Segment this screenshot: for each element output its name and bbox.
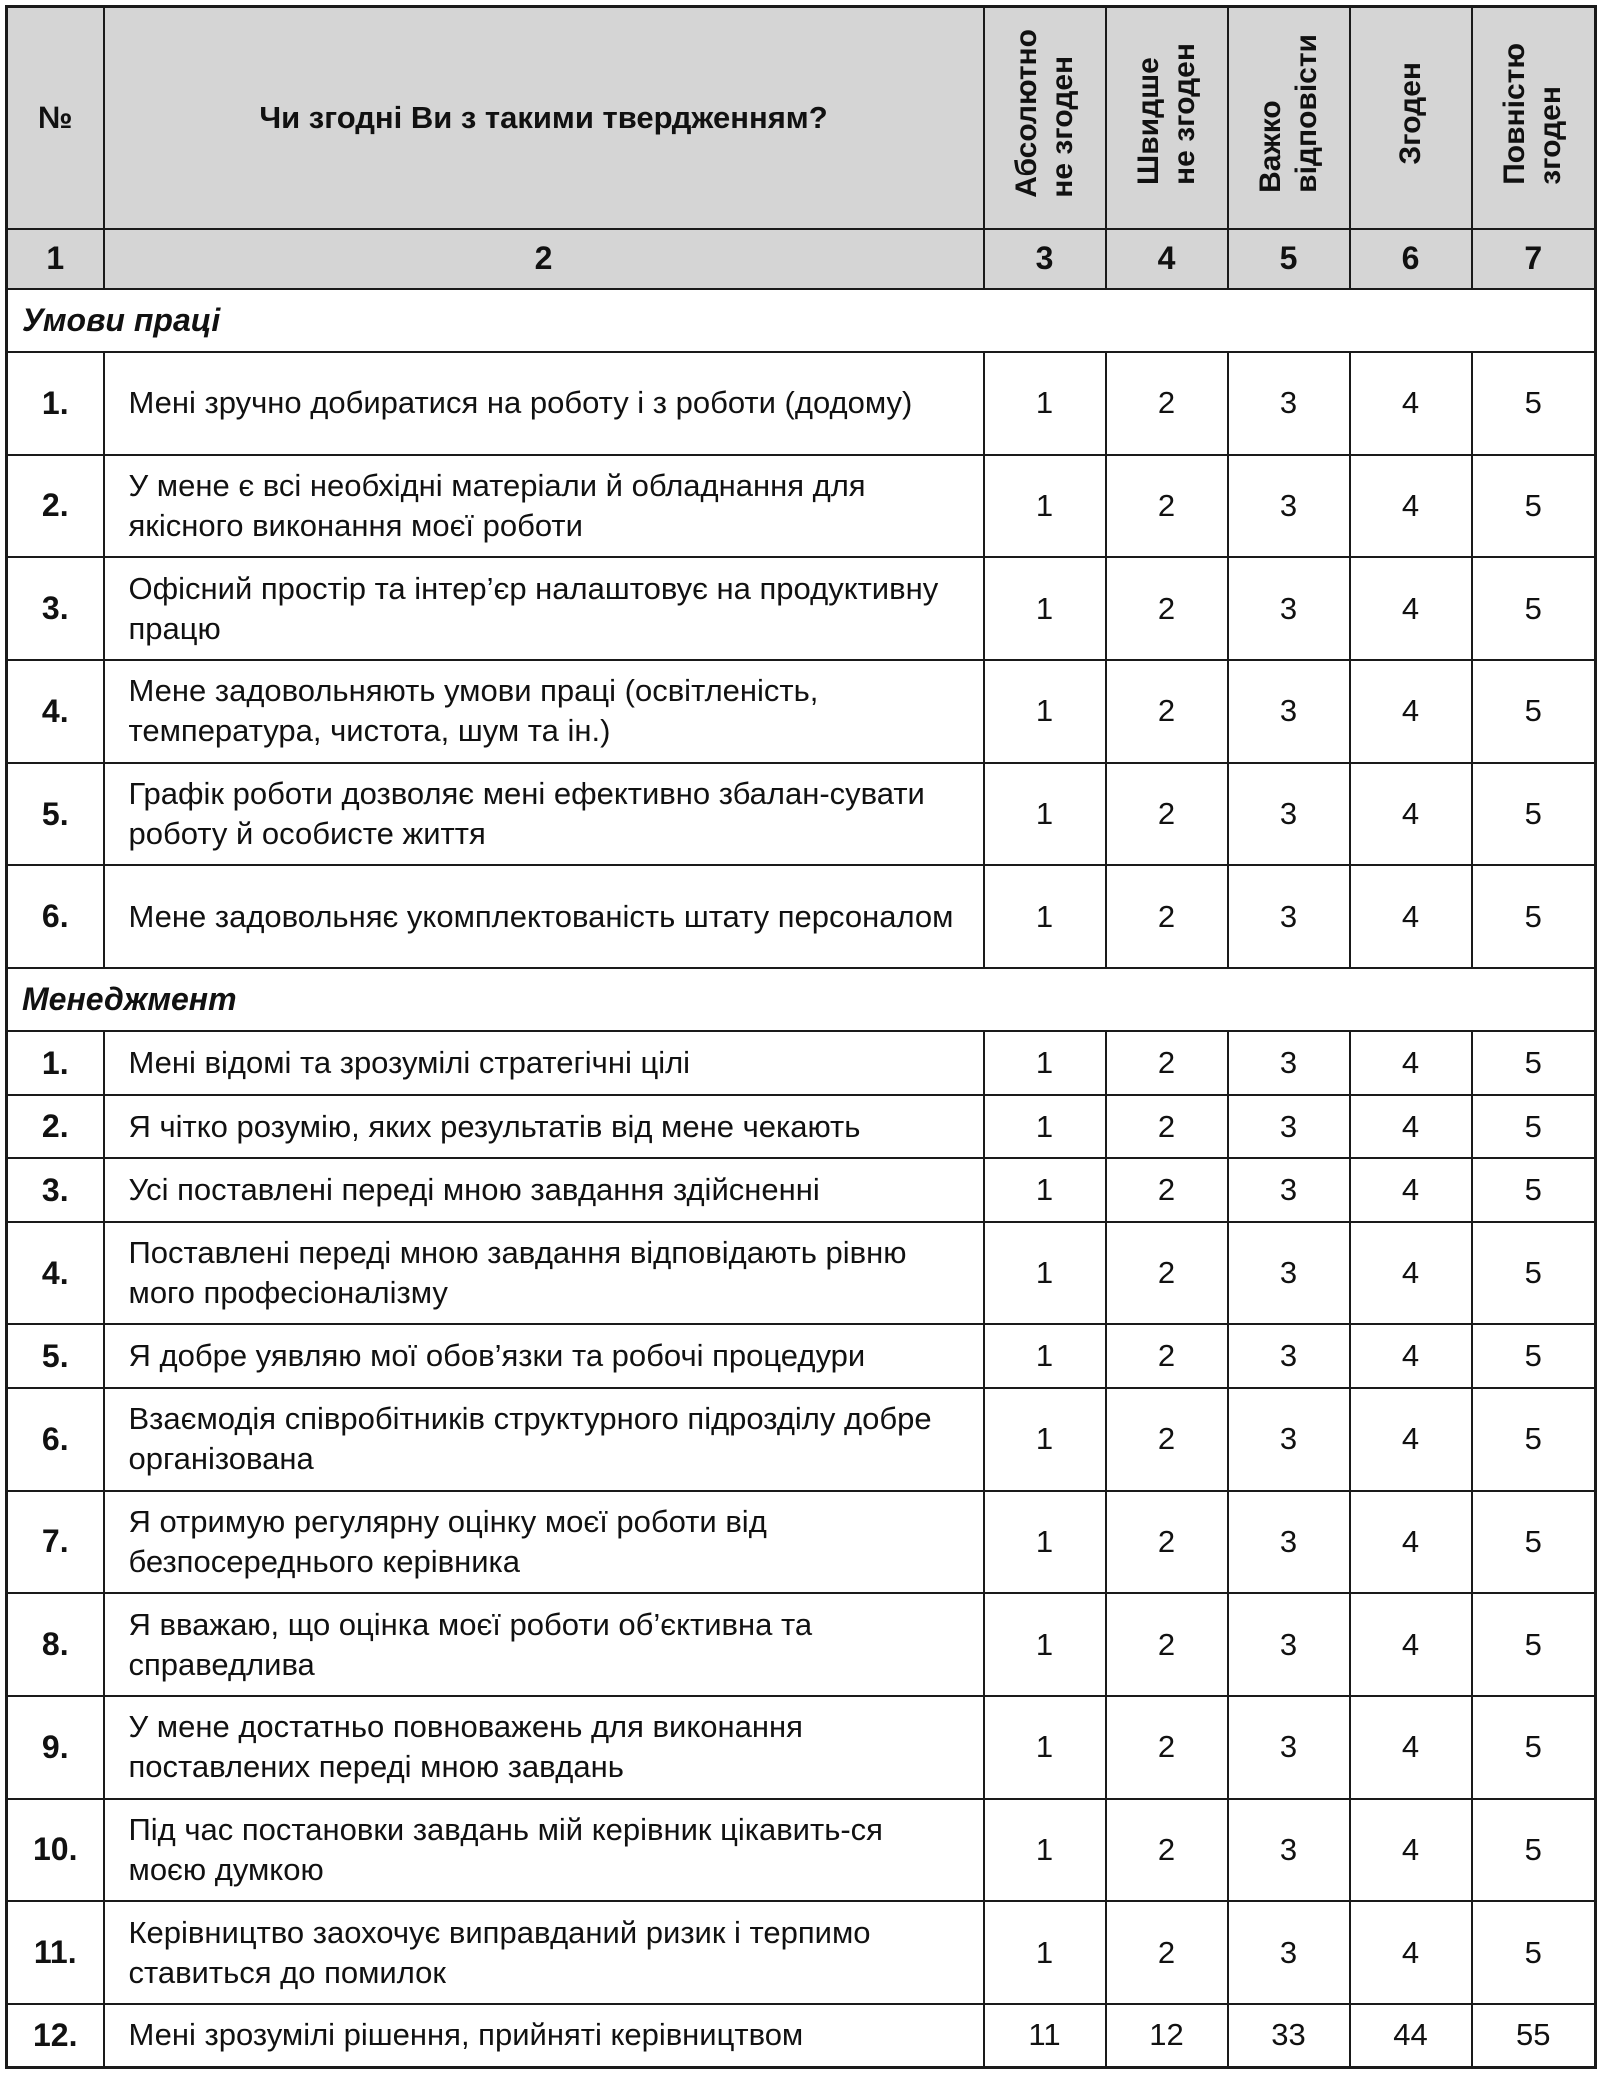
row-index: 7. bbox=[7, 1491, 104, 1594]
statement-text: Я вважаю, що оцінка моєї роботи об’єктивна та справедлива bbox=[104, 1593, 984, 1696]
score-option-1[interactable]: 1 bbox=[984, 557, 1106, 660]
score-option-4[interactable]: 4 bbox=[1350, 660, 1472, 763]
header-scale-label: Повністю згоден bbox=[1498, 42, 1568, 185]
score-option-3[interactable]: 3 bbox=[1228, 557, 1350, 660]
header-scale-3 bbox=[1228, 7, 1350, 229]
column-number: 7 bbox=[1472, 229, 1596, 289]
score-option-2[interactable]: 2 bbox=[1106, 1158, 1228, 1221]
score-option-5[interactable]: 5 bbox=[1472, 1901, 1596, 2004]
score-option-1[interactable]: 1 bbox=[984, 455, 1106, 558]
header-scale-1 bbox=[984, 7, 1106, 229]
score-option-2[interactable]: 2 bbox=[1106, 455, 1228, 558]
score-option-2[interactable]: 2 bbox=[1106, 1324, 1228, 1387]
score-option-3[interactable]: 3 bbox=[1228, 1593, 1350, 1696]
score-option-3[interactable]: 3 bbox=[1228, 1095, 1350, 1158]
statement-row bbox=[7, 1158, 1596, 1221]
score-option-4[interactable]: 4 bbox=[1350, 1901, 1472, 2004]
score-option-5[interactable]: 5 bbox=[1472, 660, 1596, 763]
statement-row bbox=[7, 1491, 1596, 1594]
score-option-5[interactable]: 5 bbox=[1472, 1324, 1596, 1387]
score-option-4[interactable]: 44 bbox=[1350, 2004, 1472, 2068]
score-option-4[interactable]: 4 bbox=[1350, 1222, 1472, 1325]
row-index: 12. bbox=[7, 2004, 104, 2068]
statement-text: Мені зрозумілі рішення, прийняті керівництвом bbox=[104, 2004, 984, 2068]
header-scale-label: Згоден bbox=[1393, 62, 1427, 166]
score-option-5[interactable]: 5 bbox=[1472, 763, 1596, 866]
score-option-5[interactable]: 5 bbox=[1472, 865, 1596, 968]
statement-row bbox=[7, 557, 1596, 660]
score-option-4[interactable]: 4 bbox=[1350, 1158, 1472, 1221]
column-number: 4 bbox=[1106, 229, 1228, 289]
column-number-row bbox=[7, 229, 1596, 289]
score-option-4[interactable]: 4 bbox=[1350, 1491, 1472, 1594]
survey-table bbox=[5, 5, 1597, 2069]
section-row bbox=[7, 968, 1596, 1031]
row-index: 1. bbox=[7, 352, 104, 455]
score-option-1[interactable]: 1 bbox=[984, 1031, 1106, 1094]
score-option-3[interactable]: 3 bbox=[1228, 1388, 1350, 1491]
score-option-3[interactable]: 3 bbox=[1228, 1491, 1350, 1594]
score-option-1[interactable]: 1 bbox=[984, 1799, 1106, 1902]
score-option-1[interactable]: 1 bbox=[984, 763, 1106, 866]
score-option-1[interactable]: 1 bbox=[984, 1324, 1106, 1387]
score-option-2[interactable]: 2 bbox=[1106, 1491, 1228, 1594]
score-option-5[interactable]: 5 bbox=[1472, 1031, 1596, 1094]
statement-text: Графік роботи дозволяє мені ефективно збалан-сувати роботу й особисте життя bbox=[104, 763, 984, 866]
score-option-2[interactable]: 2 bbox=[1106, 660, 1228, 763]
statement-row bbox=[7, 1095, 1596, 1158]
score-option-3[interactable]: 3 bbox=[1228, 1324, 1350, 1387]
statement-row bbox=[7, 455, 1596, 558]
score-option-1[interactable]: 1 bbox=[984, 1696, 1106, 1799]
score-option-5[interactable]: 5 bbox=[1472, 1158, 1596, 1221]
score-option-5[interactable]: 5 bbox=[1472, 1222, 1596, 1325]
statement-row bbox=[7, 2004, 1596, 2068]
column-number: 3 bbox=[984, 229, 1106, 289]
score-option-2[interactable]: 2 bbox=[1106, 1799, 1228, 1902]
score-option-3[interactable]: 3 bbox=[1228, 660, 1350, 763]
score-option-5[interactable]: 5 bbox=[1472, 1593, 1596, 1696]
score-option-1[interactable]: 11 bbox=[984, 2004, 1106, 2068]
row-index: 4. bbox=[7, 660, 104, 763]
score-option-3[interactable]: 3 bbox=[1228, 352, 1350, 455]
score-option-5[interactable]: 5 bbox=[1472, 557, 1596, 660]
score-option-2[interactable]: 2 bbox=[1106, 352, 1228, 455]
statement-row bbox=[7, 1324, 1596, 1387]
row-index: 2. bbox=[7, 1095, 104, 1158]
row-index: 5. bbox=[7, 763, 104, 866]
score-option-4[interactable]: 4 bbox=[1350, 1031, 1472, 1094]
score-option-1[interactable]: 1 bbox=[984, 1095, 1106, 1158]
score-option-5[interactable]: 5 bbox=[1472, 1491, 1596, 1594]
row-index: 1. bbox=[7, 1031, 104, 1094]
score-option-2[interactable]: 2 bbox=[1106, 1696, 1228, 1799]
header-row bbox=[7, 7, 1596, 229]
score-option-1[interactable]: 1 bbox=[984, 1491, 1106, 1594]
statement-row bbox=[7, 1031, 1596, 1094]
statement-text: У мене достатньо повноважень для виконання поставлених переді мною завдань bbox=[104, 1696, 984, 1799]
score-option-1[interactable]: 1 bbox=[984, 352, 1106, 455]
score-option-1[interactable]: 1 bbox=[984, 1388, 1106, 1491]
row-index: 5. bbox=[7, 1324, 104, 1387]
row-index: 10. bbox=[7, 1799, 104, 1902]
score-option-2[interactable]: 2 bbox=[1106, 1095, 1228, 1158]
score-option-2[interactable]: 2 bbox=[1106, 865, 1228, 968]
header-number: № bbox=[7, 7, 104, 229]
statement-text: Взаємодія співробітників структурного підрозділу добре організована bbox=[104, 1388, 984, 1491]
statement-text: Поставлені переді мною завдання відповідають рівню мого професіоналізму bbox=[104, 1222, 984, 1325]
header-scale-label: Важко відповісти bbox=[1253, 34, 1323, 194]
row-index: 2. bbox=[7, 455, 104, 558]
statement-text: Мені зручно добиратися на роботу і з роботи (додому) bbox=[104, 352, 984, 455]
statement-text: Мене задовольняє укомплектованість штату персоналом bbox=[104, 865, 984, 968]
score-option-3[interactable]: 3 bbox=[1228, 455, 1350, 558]
score-option-2[interactable]: 2 bbox=[1106, 1222, 1228, 1325]
score-option-2[interactable]: 2 bbox=[1106, 1031, 1228, 1094]
statement-row bbox=[7, 1696, 1596, 1799]
statement-text: Усі поставлені переді мною завдання здійсненні bbox=[104, 1158, 984, 1221]
score-option-3[interactable]: 3 bbox=[1228, 865, 1350, 968]
statement-row bbox=[7, 865, 1596, 968]
score-option-3[interactable]: 3 bbox=[1228, 1222, 1350, 1325]
header-scale-4 bbox=[1350, 7, 1472, 229]
score-option-1[interactable]: 1 bbox=[984, 1593, 1106, 1696]
header-scale-label: Швидше не згоден bbox=[1131, 42, 1201, 185]
column-number: 5 bbox=[1228, 229, 1350, 289]
row-index: 6. bbox=[7, 865, 104, 968]
score-option-4[interactable]: 4 bbox=[1350, 352, 1472, 455]
statement-row bbox=[7, 660, 1596, 763]
statement-row bbox=[7, 352, 1596, 455]
score-option-4[interactable]: 4 bbox=[1350, 1095, 1472, 1158]
score-option-2[interactable]: 2 bbox=[1106, 1593, 1228, 1696]
section-title: Умови праці bbox=[7, 289, 1596, 352]
score-option-1[interactable]: 1 bbox=[984, 1222, 1106, 1325]
row-index: 6. bbox=[7, 1388, 104, 1491]
score-option-5[interactable]: 5 bbox=[1472, 1095, 1596, 1158]
survey-body bbox=[7, 289, 1596, 2068]
statement-text: Мені відомі та зрозумілі стратегічні цілі bbox=[104, 1031, 984, 1094]
score-option-1[interactable]: 1 bbox=[984, 865, 1106, 968]
statement-row bbox=[7, 1222, 1596, 1325]
statement-row bbox=[7, 1799, 1596, 1902]
statement-row bbox=[7, 1901, 1596, 2004]
statement-text: У мене є всі необхідні матеріали й обладнання для якісного виконання моєї роботи bbox=[104, 455, 984, 558]
header-question: Чи згодні Ви з такими твердженням? bbox=[104, 7, 984, 229]
score-option-5[interactable]: 5 bbox=[1472, 455, 1596, 558]
statement-row bbox=[7, 1388, 1596, 1491]
score-option-3[interactable]: 3 bbox=[1228, 1158, 1350, 1221]
score-option-3[interactable]: 3 bbox=[1228, 1031, 1350, 1094]
score-option-5[interactable]: 5 bbox=[1472, 1799, 1596, 1902]
header-scale-5 bbox=[1472, 7, 1596, 229]
statement-text: Керівництво заохочує виправданий ризик і терпимо ставиться до помилок bbox=[104, 1901, 984, 2004]
score-option-5[interactable]: 5 bbox=[1472, 1696, 1596, 1799]
statement-row bbox=[7, 763, 1596, 866]
score-option-4[interactable]: 4 bbox=[1350, 865, 1472, 968]
score-option-4[interactable]: 4 bbox=[1350, 455, 1472, 558]
score-option-2[interactable]: 2 bbox=[1106, 557, 1228, 660]
header-scale-label: Абсолютно не згоден bbox=[1009, 29, 1079, 199]
score-option-3[interactable]: 3 bbox=[1228, 1799, 1350, 1902]
row-index: 8. bbox=[7, 1593, 104, 1696]
score-option-1[interactable]: 1 bbox=[984, 1158, 1106, 1221]
statement-text: Я добре уявляю мої обов’язки та робочі процедури bbox=[104, 1324, 984, 1387]
score-option-5[interactable]: 5 bbox=[1472, 1388, 1596, 1491]
score-option-1[interactable]: 1 bbox=[984, 660, 1106, 763]
column-number: 1 bbox=[7, 229, 104, 289]
score-option-3[interactable]: 3 bbox=[1228, 1696, 1350, 1799]
score-option-4[interactable]: 4 bbox=[1350, 1799, 1472, 1902]
score-option-4[interactable]: 4 bbox=[1350, 1324, 1472, 1387]
row-index: 4. bbox=[7, 1222, 104, 1325]
score-option-3[interactable]: 3 bbox=[1228, 1901, 1350, 2004]
statement-text: Я отримую регулярну оцінку моєї роботи від безпосереднього керівника bbox=[104, 1491, 984, 1594]
score-option-2[interactable]: 2 bbox=[1106, 1388, 1228, 1491]
statement-text: Офісний простір та інтер’єр налаштовує на продуктивну працю bbox=[104, 557, 984, 660]
statement-row bbox=[7, 1593, 1596, 1696]
score-option-3[interactable]: 33 bbox=[1228, 2004, 1350, 2068]
score-option-4[interactable]: 4 bbox=[1350, 1696, 1472, 1799]
score-option-1[interactable]: 1 bbox=[984, 1901, 1106, 2004]
header-scale-2 bbox=[1106, 7, 1228, 229]
row-index: 3. bbox=[7, 557, 104, 660]
score-option-3[interactable]: 3 bbox=[1228, 763, 1350, 866]
score-option-4[interactable]: 4 bbox=[1350, 557, 1472, 660]
score-option-4[interactable]: 4 bbox=[1350, 1593, 1472, 1696]
score-option-2[interactable]: 2 bbox=[1106, 763, 1228, 866]
statement-text: Під час постановки завдань мій керівник цікавить-ся моєю думкою bbox=[104, 1799, 984, 1902]
score-option-5[interactable]: 55 bbox=[1472, 2004, 1596, 2068]
score-option-2[interactable]: 2 bbox=[1106, 1901, 1228, 2004]
score-option-2[interactable]: 12 bbox=[1106, 2004, 1228, 2068]
statement-text: Мене задовольняють умови праці (освітленість, температура, чистота, шум та ін.) bbox=[104, 660, 984, 763]
statement-text: Я чітко розумію, яких результатів від мене чекають bbox=[104, 1095, 984, 1158]
score-option-4[interactable]: 4 bbox=[1350, 1388, 1472, 1491]
score-option-5[interactable]: 5 bbox=[1472, 352, 1596, 455]
row-index: 9. bbox=[7, 1696, 104, 1799]
row-index: 11. bbox=[7, 1901, 104, 2004]
column-number: 6 bbox=[1350, 229, 1472, 289]
section-row bbox=[7, 289, 1596, 352]
row-index: 3. bbox=[7, 1158, 104, 1221]
score-option-4[interactable]: 4 bbox=[1350, 763, 1472, 866]
section-title: Менеджмент bbox=[7, 968, 1596, 1031]
column-number: 2 bbox=[104, 229, 984, 289]
